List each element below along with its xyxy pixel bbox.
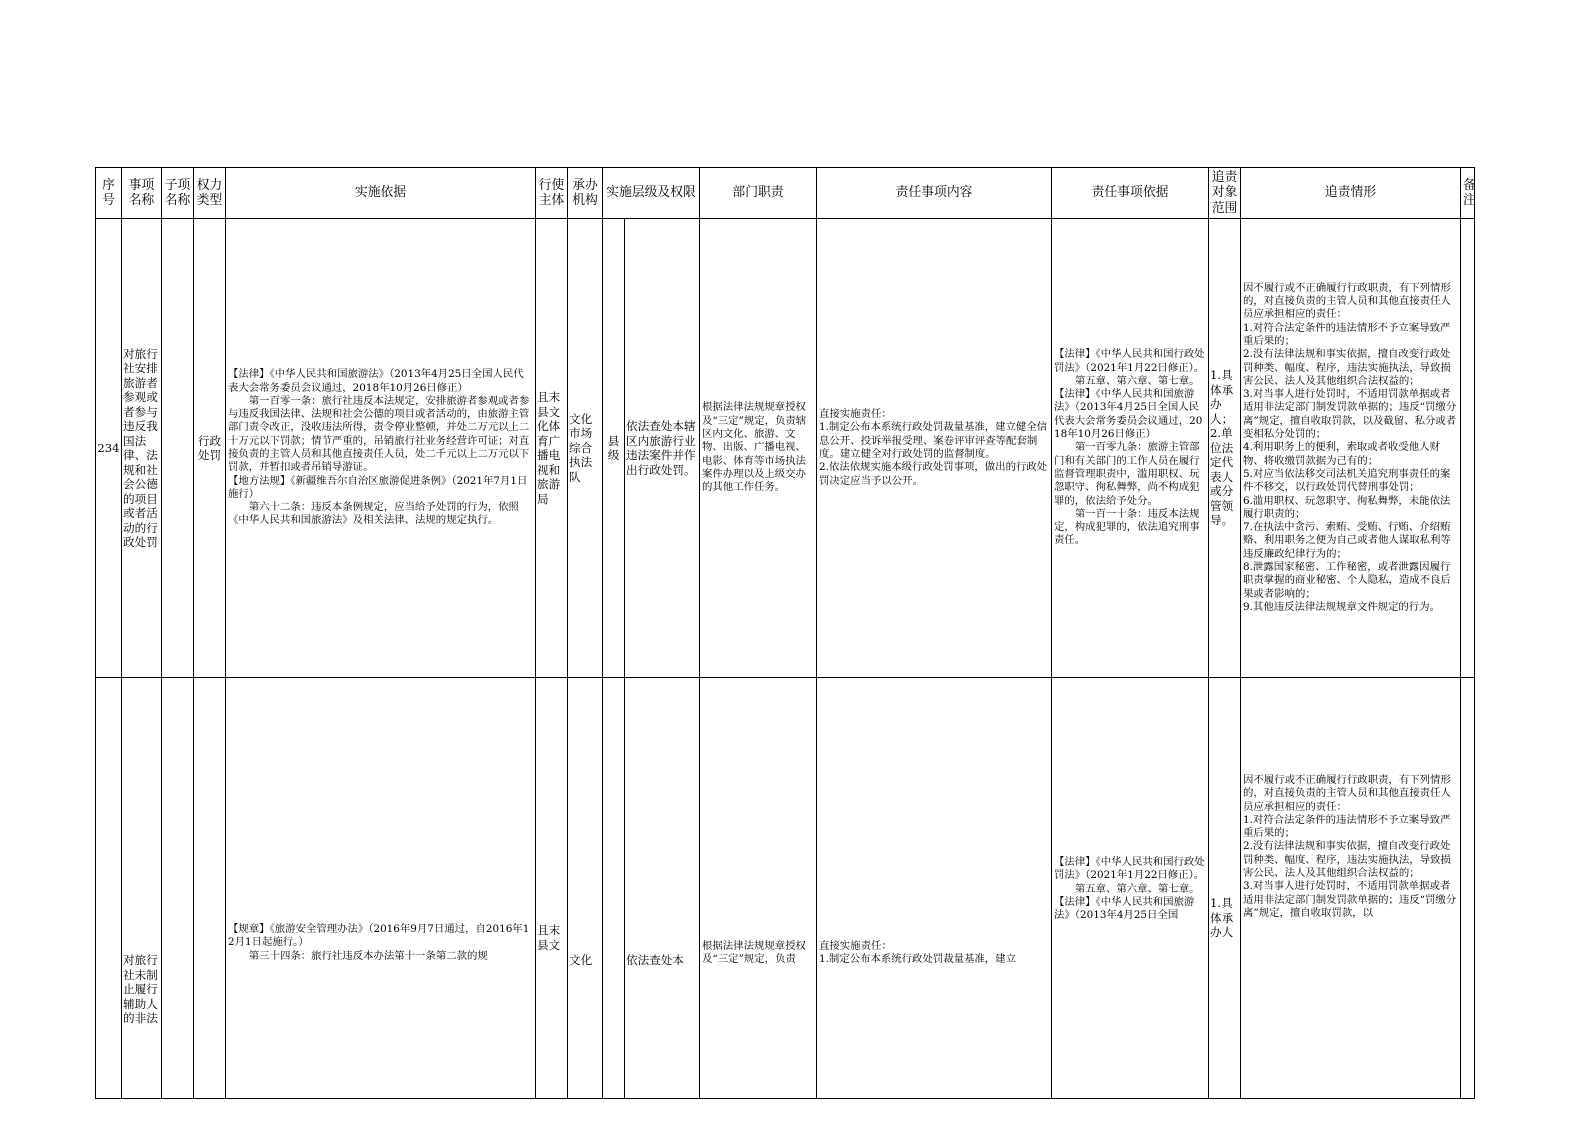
cell-authority-text: 依法查处本 <box>626 953 684 967</box>
cell-sub-item <box>162 678 194 1099</box>
cell-agency-text: 文化 <box>569 953 593 967</box>
basis-regulation-title: 【地方法规】《新疆维吾尔自治区旅游促进条例》（2021年7月1日施行） <box>228 474 528 500</box>
cell-situations <box>1241 678 1461 1099</box>
header-power-type: 权力类型 <box>194 168 226 219</box>
cell-basis <box>226 678 536 1099</box>
header-subject: 行使主体 <box>536 168 568 219</box>
header-basis: 实施依据 <box>226 168 536 219</box>
resp-content-line: 直接实施责任： <box>819 408 892 421</box>
basis-regulation-article: 第六十二条：违反本条例规定，应当给予处罚的行为，依照《中华人民共和国旅游法》及相关法律、法规的规定执行。 <box>228 501 519 527</box>
resp-content-line: 1.制定公布本系统行政处罚裁量基准，建立 <box>819 953 1016 966</box>
cell-seq <box>96 678 122 1099</box>
header-situations: 追责情形 <box>1241 168 1461 219</box>
situation-line: 1.对符合法定条件的违法情形不予立案导致严重后果的； <box>1243 321 1451 347</box>
cell-scope-text: 1.具体承办人 <box>1210 896 1234 939</box>
header-sub-item: 子项名称 <box>162 168 194 219</box>
header-duty: 部门职责 <box>700 168 817 219</box>
cell-remark <box>1461 678 1475 1099</box>
table-row <box>96 678 1475 1099</box>
cell-authority <box>625 678 700 1099</box>
cell-subject <box>536 678 568 1099</box>
situation-line: 6.滥用职权、玩忽职守、徇私舞弊，未能依法履行职责的； <box>1243 494 1451 520</box>
cell-scope <box>1209 678 1241 1099</box>
header-item-name: 事项名称 <box>122 168 162 219</box>
resp-basis-line: 第五章、第六章、第七章。 <box>1074 374 1200 387</box>
situation-line: 1.对符合法定条件的违法情形不予立案导致严重后果的； <box>1243 813 1451 840</box>
resp-content-line: 2.依法依规实施本级行政处罚事项，做出的行政处罚决定应当予以公开。 <box>819 461 1048 487</box>
cell-agency: 文化市场综合执法队 <box>568 219 603 678</box>
resp-content-line: 1.制定公布本系统行政处罚裁量基准，建立健全信息公开、投诉举报受理、案卷评审评查等配套制度。建立健全对行政处罚的监督制度。 <box>819 421 1048 460</box>
header-resp-basis: 责任事项依据 <box>1052 168 1209 219</box>
cell-resp-basis <box>1052 219 1209 678</box>
cell-item-name: 对旅行社安排旅游者参观或者参与违反我国法律、法规和社会公德的项目或者活动的行政处罚 <box>122 219 162 678</box>
cell-duty <box>700 678 817 1099</box>
cell-level: 县级 <box>603 219 625 678</box>
header-level: 实施层级及权限 <box>603 168 700 219</box>
situation-line: 因不履行或不正确履行行政职责，有下列情形的，对直接负责的主管人员和其他直接责任人员应承担相应的责任： <box>1243 281 1451 321</box>
resp-basis-line: 【法律】《中华人民共和国旅游法》（2013年4月25日全国人民代表大会常务委员会议通过，2018年10月26日修正） <box>1054 388 1203 441</box>
cell-authority: 依法查处本辖区内旅游行业违法案件并作出行政处罚。 <box>625 219 700 678</box>
cell-duty: 根据法律法规规章授权及“三定”规定，负责辖区内文化、旅游、文物、出版、广播电视、电影、体育等市场执法案件办理以及上级交办的其他工作任务。 <box>700 219 817 678</box>
cell-power-type <box>194 678 226 1099</box>
situation-line: 因不履行或不正确履行行政职责，有下列情形的，对直接负责的主管人员和其他直接责任人员应承担相应的责任： <box>1243 774 1451 813</box>
cell-remark <box>1461 219 1475 678</box>
table-row <box>96 219 1475 678</box>
cell-level <box>603 678 625 1099</box>
cell-basis <box>226 219 536 678</box>
basis-rule-article: 第三十四条：旅行社违反本办法第十一条第二款的规 <box>248 949 488 962</box>
header-seq: 序号 <box>96 168 122 219</box>
cell-resp-content <box>817 219 1052 678</box>
situation-line: 7.在执法中贪污、索贿、受贿、行贿、介绍贿赂、利用职务之便为自己或者他人谋取私利等违反廉政纪律行为的； <box>1243 521 1451 560</box>
basis-law-article: 第一百零一条：旅行社违反本法规定，安排旅游者参观或者参与违反我国法律、法规和社会公德的项目或者活动的，由旅游主管部门责令改正，没收违法所得，责令停业整顿，并处二万元以上二十万元以下罚款；情节严重的，吊销旅行社业务经营许可证；对直接负责的主管人员和其他直接责任人员，处二千元以上二万元以下罚款，并暂扣或者吊销导游证。 <box>228 394 530 474</box>
power-list-table <box>95 167 1475 1099</box>
cell-resp-basis <box>1052 678 1209 1099</box>
cell-agency <box>568 678 603 1099</box>
header-scope: 追责对象范围 <box>1209 168 1241 219</box>
situation-line: 8.泄露国家秘密、工作秘密，或者泄露因履行职责掌握的商业秘密、个人隐私，造成不良后果或者影响的； <box>1243 561 1451 600</box>
header-row <box>96 168 1475 219</box>
basis-rule-title: 【规章】《旅游安全管理办法》（2016年9月7日通过，自2016年12月1日起施行。） <box>228 923 530 949</box>
cell-subject-text: 且末县文 <box>537 923 561 952</box>
resp-basis-line: 【法律】《中华人民共和国旅游法》（2013年4月25日全国 <box>1054 895 1195 922</box>
situation-line: 5.对应当依法移交司法机关追究刑事责任的案件不移交，以行政处罚代替刑事处罚； <box>1243 467 1451 494</box>
situation-line: 3.对当事人进行处罚时，不适用罚款单据或者适用非法定部门制发罚款单据的；违反“罚缴分离”规定，擅自收取罚款，以及截留、私分或者变相私分处罚的； <box>1243 388 1457 441</box>
cell-item-name-text: 对旅行社未制止履行辅助人的非法 <box>123 953 158 1025</box>
cell-duty-text: 根据法律法规规章授权及“三定”规定，负责 <box>702 940 806 966</box>
situation-line: 3.对当事人进行处罚时，不适用罚款单据或者适用非法定部门制发罚款单据的；违反“罚缴分离”规定，擅自收取罚款，以 <box>1243 880 1457 919</box>
basis-law-title: 【法律】《中华人民共和国旅游法》（2013年4月25日全国人民代表大会常务委员会议通过，2018年10月26日修正） <box>228 368 524 394</box>
resp-basis-line: 【法律】《中华人民共和国行政处罚法》（2021年1月22日修正）。 <box>1054 348 1205 374</box>
cell-scope: 1.具体承办人；2.单位法定代表人或分管领导。 <box>1209 219 1241 678</box>
situation-line: 2.没有法律法规和事实依据，擅自改变行政处罚种类、幅度、程序，违法实施执法，导致损害公民、法人及其他组织合法权益的； <box>1243 840 1451 880</box>
header-remark: 备注 <box>1461 168 1475 219</box>
cell-seq: 234 <box>96 219 122 678</box>
situation-line: 2.没有法律法规和事实依据，擅自改变行政处罚种类、幅度、程序，违法实施执法，导致损害公民、法人及其他组织合法权益的； <box>1243 348 1451 387</box>
header-agency: 承办机构 <box>568 168 603 219</box>
table-viewport <box>95 167 1476 1025</box>
resp-content-line: 直接实施责任： <box>819 940 892 952</box>
resp-basis-line: 第一百零九条：旅游主管部门和有关部门的工作人员在履行监督管理职责中，滥用职权、玩忽职守、徇私舞弊，尚不构成犯罪的，依法给予处分。 <box>1054 441 1200 507</box>
situation-line: 9.其他违反法律法规规章文件规定的行为。 <box>1243 600 1440 613</box>
resp-basis-line: 第一百一十条：违反本法规定，构成犯罪的，依法追究刑事责任。 <box>1054 507 1200 547</box>
cell-item-name <box>122 678 162 1099</box>
cell-situations <box>1241 219 1461 678</box>
cell-resp-content <box>817 678 1052 1099</box>
cell-subject: 且末县文化体育广播电视和旅游局 <box>536 219 568 678</box>
resp-basis-line: 第五章、第六章、第七章。 <box>1074 882 1200 895</box>
situation-line: 4.利用职务上的便利，索取或者收受他人财物、将收缴罚款据为己有的； <box>1243 441 1440 467</box>
header-resp-content: 责任事项内容 <box>817 168 1052 219</box>
resp-basis-line: 【法律】《中华人民共和国行政处罚法》（2021年1月22日修正）。 <box>1054 856 1205 882</box>
cell-power-type: 行政处罚 <box>194 219 226 678</box>
cell-sub-item <box>162 219 194 678</box>
